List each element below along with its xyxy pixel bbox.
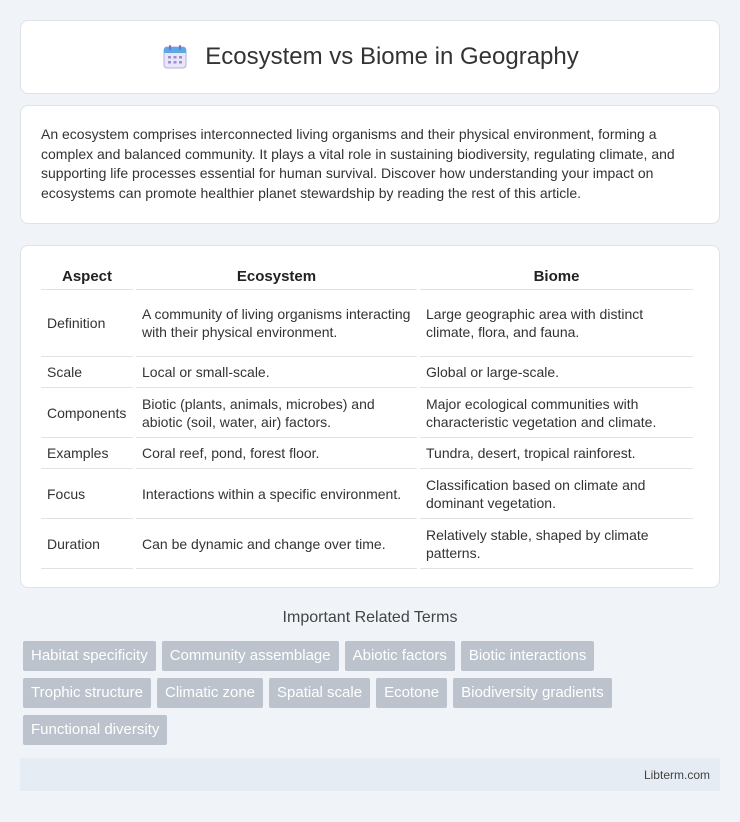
cell-aspect: Components (41, 388, 133, 438)
cell-ecosystem: Can be dynamic and change over time. (136, 519, 417, 569)
header-card (20, 20, 720, 94)
cell-aspect: Examples (41, 438, 133, 469)
calendar-icon (161, 43, 189, 71)
cell-ecosystem: Local or small-scale. (136, 357, 417, 388)
intro-text: An ecosystem comprises interconnected living organisms and their physical environment, forming a complex and balanced community. It plays a vital role in sustaining biodiversity, regulating climate, and supporting life processes essential for human survival. Discover how understanding your impact on ecosystems can promote healthier planet stewardship by reading the rest of this article. (41, 126, 675, 201)
table-row (41, 357, 693, 388)
tag-biodiversity-gradients[interactable]: Biodiversity gradients (453, 678, 612, 708)
tag-spatial-scale[interactable]: Spatial scale (269, 678, 370, 708)
cell-biome: Large geographic area with distinct climate, flora, and fauna. (420, 290, 693, 357)
tag-biotic-interactions[interactable]: Biotic interactions (461, 641, 595, 671)
tag-community-assemblage[interactable]: Community assemblage (162, 641, 339, 671)
comparison-table (38, 263, 696, 569)
cell-ecosystem: Coral reef, pond, forest floor. (136, 438, 417, 469)
related-terms-title: Important Related Terms (282, 609, 458, 626)
cell-biome: Tundra, desert, tropical rainforest. (420, 438, 693, 469)
table-header-row (41, 263, 693, 290)
cell-biome: Global or large-scale. (420, 357, 693, 388)
cell-aspect: Duration (41, 519, 133, 569)
footer (20, 758, 720, 791)
table-row (41, 519, 693, 569)
table-row (41, 469, 693, 519)
header-aspect: Aspect (41, 263, 133, 290)
cell-ecosystem: Biotic (plants, animals, microbes) and abiotic (soil, water, air) factors. (136, 388, 417, 438)
related-terms-list (23, 641, 683, 745)
tag-abiotic-factors[interactable]: Abiotic factors (345, 641, 455, 671)
cell-biome: Classification based on climate and dominant vegetation. (420, 469, 693, 519)
table-row (41, 290, 693, 357)
tag-functional-diversity[interactable]: Functional diversity (23, 715, 167, 745)
table-row (41, 388, 693, 438)
cell-biome: Relatively stable, shaped by climate patterns. (420, 519, 693, 569)
cell-aspect: Definition (41, 290, 133, 357)
cell-ecosystem: Interactions within a specific environment. (136, 469, 417, 519)
cell-aspect: Scale (41, 357, 133, 388)
page-title: Ecosystem vs Biome in Geography (205, 43, 579, 70)
header-ecosystem: Ecosystem (136, 263, 417, 290)
table-row (41, 438, 693, 469)
tag-climatic-zone[interactable]: Climatic zone (157, 678, 263, 708)
cell-aspect: Focus (41, 469, 133, 519)
tag-trophic-structure[interactable]: Trophic structure (23, 678, 151, 708)
tag-habitat-specificity[interactable]: Habitat specificity (23, 641, 156, 671)
comparison-table-card (20, 245, 720, 588)
intro-card (20, 105, 720, 224)
cell-ecosystem: A community of living organisms interacting with their physical environment. (136, 290, 417, 357)
tag-ecotone[interactable]: Ecotone (376, 678, 447, 708)
header-biome: Biome (420, 263, 693, 290)
footer-site-link[interactable]: Libterm.com (643, 767, 710, 782)
cell-biome: Major ecological communities with characteristic vegetation and climate. (420, 388, 693, 438)
